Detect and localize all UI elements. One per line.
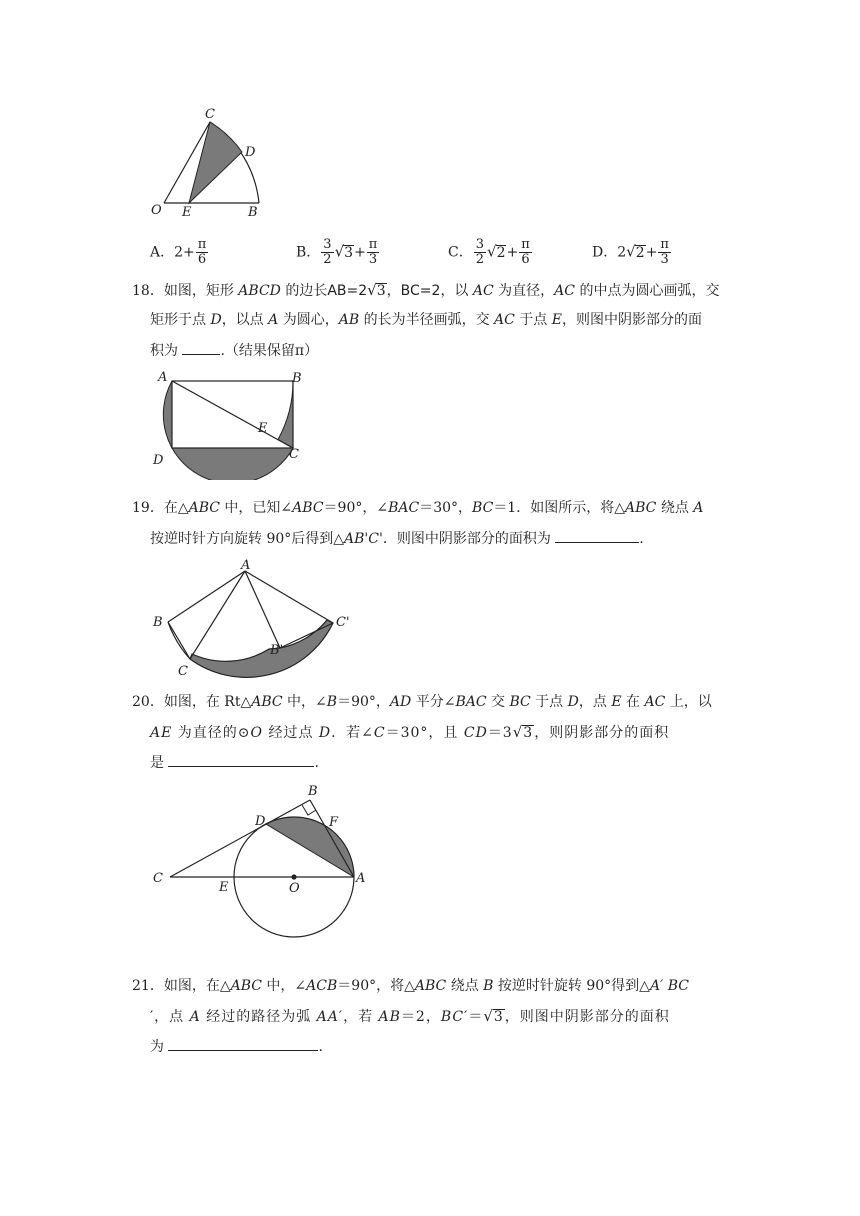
t: 的中点为圆心画弧，交 <box>575 283 720 299</box>
t: .（结果保留π） <box>220 343 319 359</box>
q21-number: 21． <box>132 978 164 994</box>
q20-line-3 <box>150 752 319 773</box>
radicand: 3 <box>493 1009 504 1025</box>
q19-line-2 <box>150 528 644 549</box>
t: ABC <box>188 500 220 516</box>
option-c-label: C． <box>448 244 473 261</box>
sqrt-sign: √ <box>487 242 497 261</box>
frac-num: π <box>521 237 530 252</box>
t: C <box>373 725 386 741</box>
option-c-frac2 <box>519 238 532 267</box>
q19-label-b: B <box>153 615 163 630</box>
t: 按逆时针旋转 90°得到△ <box>493 978 650 994</box>
q19-line-ab <box>168 571 245 622</box>
t: ，则图中阴影部分的面积 <box>504 1009 670 1025</box>
option-b-frac2 <box>367 238 380 267</box>
option-b-label: B． <box>296 244 321 261</box>
option-d: D．2√2+ $\frac{\pi}{3}$ <box>592 237 669 267</box>
t: AB=2 <box>327 283 368 299</box>
t: ABC <box>625 500 657 516</box>
t: 积为 <box>150 343 183 359</box>
t: A <box>693 500 704 516</box>
t: 绕点 <box>446 978 484 994</box>
t: 如图，矩形 <box>163 283 239 299</box>
frac-den: 6 <box>197 252 207 267</box>
option-a-int: 2+ <box>174 244 195 261</box>
t: ＝ <box>468 1009 484 1025</box>
t: . <box>318 1039 323 1055</box>
t: AB'C' <box>344 531 383 547</box>
t: BC <box>667 978 689 994</box>
q20-line-2 <box>150 722 669 743</box>
t: 如图，在△ <box>163 978 231 994</box>
t: ABC <box>230 978 262 994</box>
t: ．则图中阴影部分的面积为 <box>382 531 556 547</box>
t: 于点 <box>514 312 552 328</box>
t: 是 <box>150 755 169 771</box>
q20-label-c: C <box>153 871 163 886</box>
t: D <box>318 725 332 741</box>
q17-options <box>150 230 750 270</box>
t: ＝90°， <box>337 694 390 710</box>
answer-blank[interactable] <box>168 1036 318 1051</box>
t: ＝1．如图所示，将△ <box>493 500 625 516</box>
q19-label-c1: C' <box>336 615 350 630</box>
t: ′，点 <box>150 1009 190 1025</box>
option-b: B． $\frac{3}{2}$ √3+ $\frac{\pi}{3}$ <box>296 237 378 267</box>
t: 中，∠ <box>261 978 307 994</box>
t: 在△ <box>163 500 189 516</box>
q19-line-ab1 <box>245 571 280 648</box>
t: B <box>483 978 494 994</box>
radicand: 3 <box>344 244 354 261</box>
t: E <box>611 694 622 710</box>
frac-den: 3 <box>660 252 669 267</box>
q18-label-d: D <box>153 453 164 468</box>
sqrt-sign: √ <box>483 1007 494 1025</box>
q20-label-d: D <box>255 814 266 829</box>
q20-label-b: B <box>308 784 318 799</box>
t: ABC <box>251 694 283 710</box>
t: AE <box>150 725 173 741</box>
t: ，则阴影部分的面积 <box>534 725 670 741</box>
option-a <box>150 238 209 267</box>
q19-shaded-band <box>190 620 333 677</box>
t: AB <box>378 1009 401 1025</box>
q18-label-b: B <box>292 371 302 386</box>
q21-line-3 <box>150 1036 323 1057</box>
t: ABC <box>414 978 447 994</box>
q17-label-o: O <box>151 203 162 218</box>
q19-line-bc <box>168 622 190 659</box>
t: 矩形于点 <box>150 312 211 328</box>
t: 在 <box>621 694 645 710</box>
t: ，若 <box>343 1009 379 1025</box>
t: 的长为半径画弧，交 <box>359 312 495 328</box>
radicand: 3 <box>523 725 534 741</box>
answer-blank[interactable] <box>168 752 314 767</box>
q21-line-2 <box>150 1006 670 1027</box>
t: 为直径， <box>493 283 555 299</box>
sqrt-sign: √ <box>334 242 345 261</box>
t: 为圆心， <box>278 312 339 328</box>
q20-number: 20． <box>132 694 164 710</box>
option-b-frac1 <box>321 238 333 267</box>
frac-num: 3 <box>323 237 332 252</box>
q19-number: 19． <box>132 500 164 516</box>
t: ，以 <box>440 283 473 299</box>
q20-label-o: O <box>289 881 300 896</box>
t: BAC <box>388 500 420 516</box>
t: AC <box>554 283 575 299</box>
q18-line-3 <box>150 340 318 361</box>
q18-figure <box>146 368 316 480</box>
t: ABCD <box>238 283 281 299</box>
sqrt-sign: √ <box>626 242 636 261</box>
q18-line-1 <box>132 280 719 301</box>
t: A <box>268 312 279 328</box>
q20-label-e: E <box>219 880 229 895</box>
t: 经过点 <box>263 725 319 741</box>
frac-num: π <box>660 237 669 252</box>
q20-line-1 <box>132 692 712 712</box>
radicand: 2 <box>496 244 506 261</box>
q21-line-1 <box>132 976 689 996</box>
q17-label-e: E <box>182 205 192 220</box>
q17-figure <box>146 100 276 225</box>
q18-label-c: C <box>289 447 299 462</box>
frac-num: 3 <box>475 237 484 252</box>
option-c-frac1 <box>474 238 486 267</box>
t: AB <box>338 312 360 328</box>
t: D <box>210 312 222 328</box>
radicand: 2 <box>635 244 645 261</box>
q20-label-a: A <box>356 871 366 886</box>
q17-shaded-region <box>189 122 242 203</box>
t: ．若∠ <box>331 725 374 741</box>
option-a-fraction <box>196 238 209 267</box>
t: 绕点 <box>656 500 694 516</box>
q20-label-f: F <box>329 815 339 830</box>
t: A <box>189 1009 201 1025</box>
t: 为 <box>150 1039 169 1055</box>
q19-label-c: C <box>178 664 188 679</box>
t: ＝2， <box>400 1009 441 1025</box>
t: ，以点 <box>221 312 269 328</box>
t: BC′ <box>440 1009 469 1025</box>
t: ＝30°，且 <box>385 725 464 741</box>
t: ＝3 <box>487 725 513 741</box>
t: AD <box>389 694 412 710</box>
t: B <box>326 694 338 710</box>
q19-label-a: A <box>241 558 251 573</box>
q17-label-d: D <box>245 145 256 160</box>
t: 的边长 <box>280 283 328 299</box>
t: O <box>250 725 264 741</box>
t: ， <box>386 283 401 299</box>
answer-blank[interactable] <box>555 528 639 543</box>
frac-den: 6 <box>521 252 530 267</box>
option-a-label: A． <box>150 244 175 261</box>
frac-den: 2 <box>475 252 484 267</box>
q17-label-c: C <box>205 107 215 122</box>
q18-number: 18． <box>132 283 164 299</box>
t: BC <box>509 694 531 710</box>
q20-line-cb <box>170 800 310 877</box>
t: . <box>314 755 319 771</box>
t: BC=2 <box>400 283 441 299</box>
t: ＝90°，∠ <box>323 500 389 516</box>
t: BC <box>472 500 494 516</box>
t: ，则图中阴影部分的面 <box>562 312 702 328</box>
q17-label-b: B <box>248 205 258 220</box>
t: 按逆时针方向旋转 90°后得到△ <box>150 531 345 547</box>
option-c: C． $\frac{3}{2}$ √2+ $\frac{\pi}{6}$ <box>448 237 530 267</box>
t: 交 <box>486 694 510 710</box>
q20-shaded-segment <box>266 817 354 877</box>
t: ，点 <box>578 694 612 710</box>
t: ACB <box>306 978 338 994</box>
answer-blank[interactable] <box>182 340 220 355</box>
option-d-int: 2 <box>617 244 627 261</box>
t: E <box>551 312 562 328</box>
t: ＝30°， <box>419 500 473 516</box>
t: 上，以 <box>665 694 712 710</box>
q19-line-ac <box>190 571 245 659</box>
option-d-label: D． <box>592 244 618 261</box>
t: AC <box>644 694 666 710</box>
t: . <box>639 531 644 547</box>
q18-label-e: E <box>258 421 268 436</box>
radicand: 3 <box>376 283 386 299</box>
q19-label-b1: B' <box>270 643 284 658</box>
q19-figure <box>148 556 358 680</box>
sqrt-sign: √ <box>512 723 524 741</box>
t: AC <box>494 312 515 328</box>
t: BAC <box>455 694 487 710</box>
q19-line-ac1 <box>245 571 333 623</box>
frac-den: 3 <box>368 252 378 267</box>
option-d-frac <box>658 238 671 267</box>
t: 中，已知∠ <box>219 500 293 516</box>
t: AC <box>472 283 494 299</box>
q18-line-2 <box>150 310 702 330</box>
t: 为直径的⊙ <box>172 725 251 741</box>
t: ＝90°，将△ <box>337 978 415 994</box>
sqrt-sign: √ <box>367 281 377 299</box>
frac-num: π <box>197 237 207 252</box>
t: CD <box>463 725 488 741</box>
frac-num: π <box>368 237 378 252</box>
t: 经过的路径为弧 <box>200 1009 317 1025</box>
t: 如图，在 Rt△ <box>163 694 252 710</box>
q20-center-dot <box>291 874 296 879</box>
t: D <box>567 694 579 710</box>
t: A′ <box>649 978 664 994</box>
t: ABC <box>292 500 324 516</box>
t: 平分∠ <box>411 694 456 710</box>
q18-label-a: A <box>158 370 168 385</box>
frac-den: 2 <box>323 252 332 267</box>
t: 中，∠ <box>282 694 327 710</box>
t: AA′ <box>316 1009 344 1025</box>
t: 于点 <box>530 694 568 710</box>
q20-figure <box>148 778 378 944</box>
q19-line-1 <box>132 498 703 518</box>
